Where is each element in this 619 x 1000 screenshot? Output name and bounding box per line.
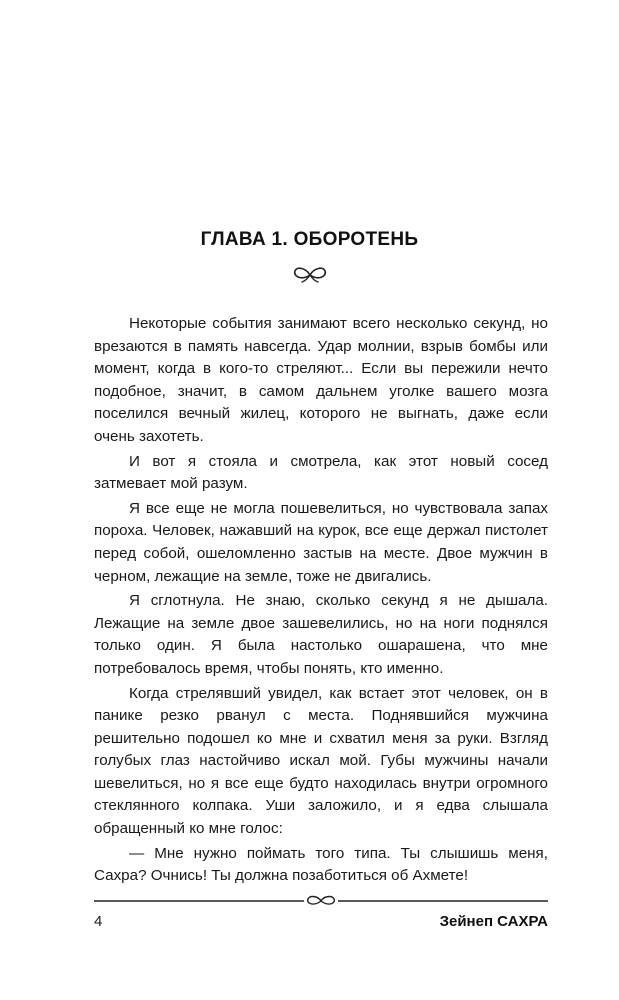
running-head-author: Зейнеп САХРА	[439, 913, 548, 930]
page-number: 4	[94, 913, 103, 930]
paragraph: Я сглотнула. Не знаю, сколько секунд я не дышала. Лежащие на земле двое зашевелились, но на ноги поднялся только один. Я была настолько ошарашена, что мне потребовалось время, чтобы понять, кто именно.	[94, 592, 548, 677]
paragraph: Я все еще не могла пошевелиться, но чувствовала запах пороха. Человек, нажавший на курок, все еще держал пистолет перед собой, ошеломленно застыв на месте. Двое мужчин в черном, лежащие на земле, тоже не двигались.	[94, 499, 548, 585]
heart-flourish-divider-icon	[94, 893, 548, 909]
paragraph: Когда стрелявший увидел, как встает этот человек, он в панике резко рванул с места. Поднявшийся мужчина решительно подошел ко мне и схватил меня за руки. Взгляд голубых глаз настойчиво искал мой. Губы мужчины начали шевелиться, но я все еще будто находилась внутри огромного стеклянного колпака. Уши заложило, и я едва слышала обращенный ко мне голос:	[94, 684, 548, 838]
paragraph: И вот я стояла и смотрела, как этот новый сосед затмевает мой разум.	[94, 452, 548, 493]
chapter-body-text	[94, 313, 548, 890]
chapter-title: ГЛАВА 1. ОБОРОТЕНЬ	[200, 229, 419, 250]
heart-flourish-icon	[289, 262, 331, 286]
paragraph: Некоторые события занимают всего несколько секунд, но врезаются в память навсегда. Удар молнии, взрыв бомбы или момент, когда в кого-то стреляют... Если вы пережили нечто подобное, значит, в самом дальнем уголке вашего мозга поселился вечный жилец, которого не выгнать, даже если очень захотеть.	[94, 315, 548, 445]
paragraph: — Мне нужно поймать того типа. Ты слышишь меня, Сахра? Очнись! Ты должна позаботиться об Ахмете!	[94, 844, 548, 885]
